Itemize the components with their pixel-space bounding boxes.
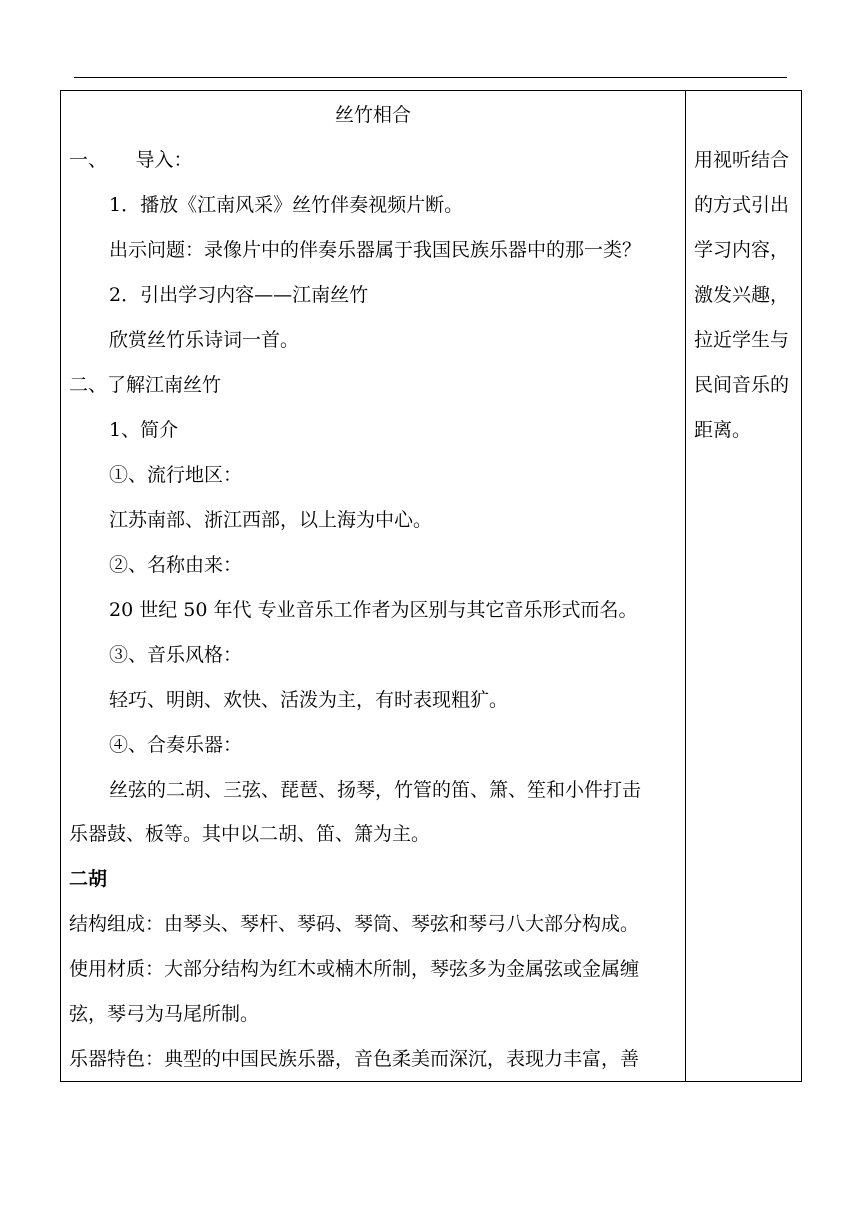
section-understand-heading: 二、了解江南丝竹 bbox=[69, 374, 222, 396]
note-line-3: 学习内容， bbox=[694, 239, 790, 261]
erhu-material-line-2: 弦，琴弓为马尾所制。 bbox=[69, 1003, 260, 1025]
instruments-text-line-2: 乐器鼓、板等。其中以二胡、笛、箫为主。 bbox=[69, 823, 431, 845]
style-heading: ③、音乐风格： bbox=[109, 644, 243, 666]
intro-step-1: 1．播放《江南风采》丝竹伴奏视频片断。 bbox=[109, 194, 464, 216]
teaching-notes-cell bbox=[686, 91, 801, 1081]
intro-step-2: 2．引出学习内容——江南丝竹 bbox=[109, 284, 369, 306]
erhu-features: 乐器特色：典型的中国民族乐器，音色柔美而深沉，表现力丰富，善 bbox=[69, 1048, 640, 1070]
note-line-5: 拉近学生与 bbox=[694, 329, 790, 351]
name-origin-text: 20 世纪 50 年代 专业音乐工作者为区别与其它音乐形式而名。 bbox=[109, 599, 638, 621]
erhu-structure: 结构组成：由琴头、琴杆、琴码、琴筒、琴弦和琴弓八大部分构成。 bbox=[69, 913, 640, 935]
erhu-heading: 二胡 bbox=[69, 868, 108, 890]
subsection-intro: 1、简介 bbox=[109, 419, 179, 441]
lesson-content-cell bbox=[61, 91, 685, 1081]
name-origin-heading: ②、名称由来： bbox=[109, 554, 243, 576]
note-line-1: 用视听结合 bbox=[694, 149, 790, 171]
instruments-text-line-1: 丝弦的二胡、三弦、琵琶、扬琴，竹管的笛、箫、笙和小件打击 bbox=[109, 779, 642, 801]
instruments-heading: ④、合奏乐器： bbox=[109, 734, 243, 756]
intro-question: 出示问题：录像片中的伴奏乐器属于我国民族乐器中的那一类？ bbox=[109, 239, 642, 261]
region-heading: ①、流行地区： bbox=[109, 464, 243, 486]
lesson-table bbox=[60, 90, 802, 1082]
note-line-7: 距离。 bbox=[694, 419, 752, 441]
region-text: 江苏南部、浙江西部，以上海为中心。 bbox=[109, 509, 433, 531]
section-intro-heading: 一、 导入： bbox=[69, 149, 193, 171]
note-line-6: 民间音乐的 bbox=[694, 374, 790, 396]
style-text: 轻巧、明朗、欢快、活泼为主，有时表现粗犷。 bbox=[109, 689, 509, 711]
note-line-2: 的方式引出 bbox=[694, 194, 790, 216]
lesson-title: 丝竹相合 bbox=[334, 104, 411, 126]
erhu-material-line-1: 使用材质：大部分结构为红木或楠木所制，琴弦多为金属弦或金属缠 bbox=[69, 958, 640, 980]
header-rule bbox=[74, 77, 787, 78]
intro-poem: 欣赏丝竹乐诗词一首。 bbox=[109, 329, 300, 351]
note-line-4: 激发兴趣， bbox=[694, 284, 790, 306]
